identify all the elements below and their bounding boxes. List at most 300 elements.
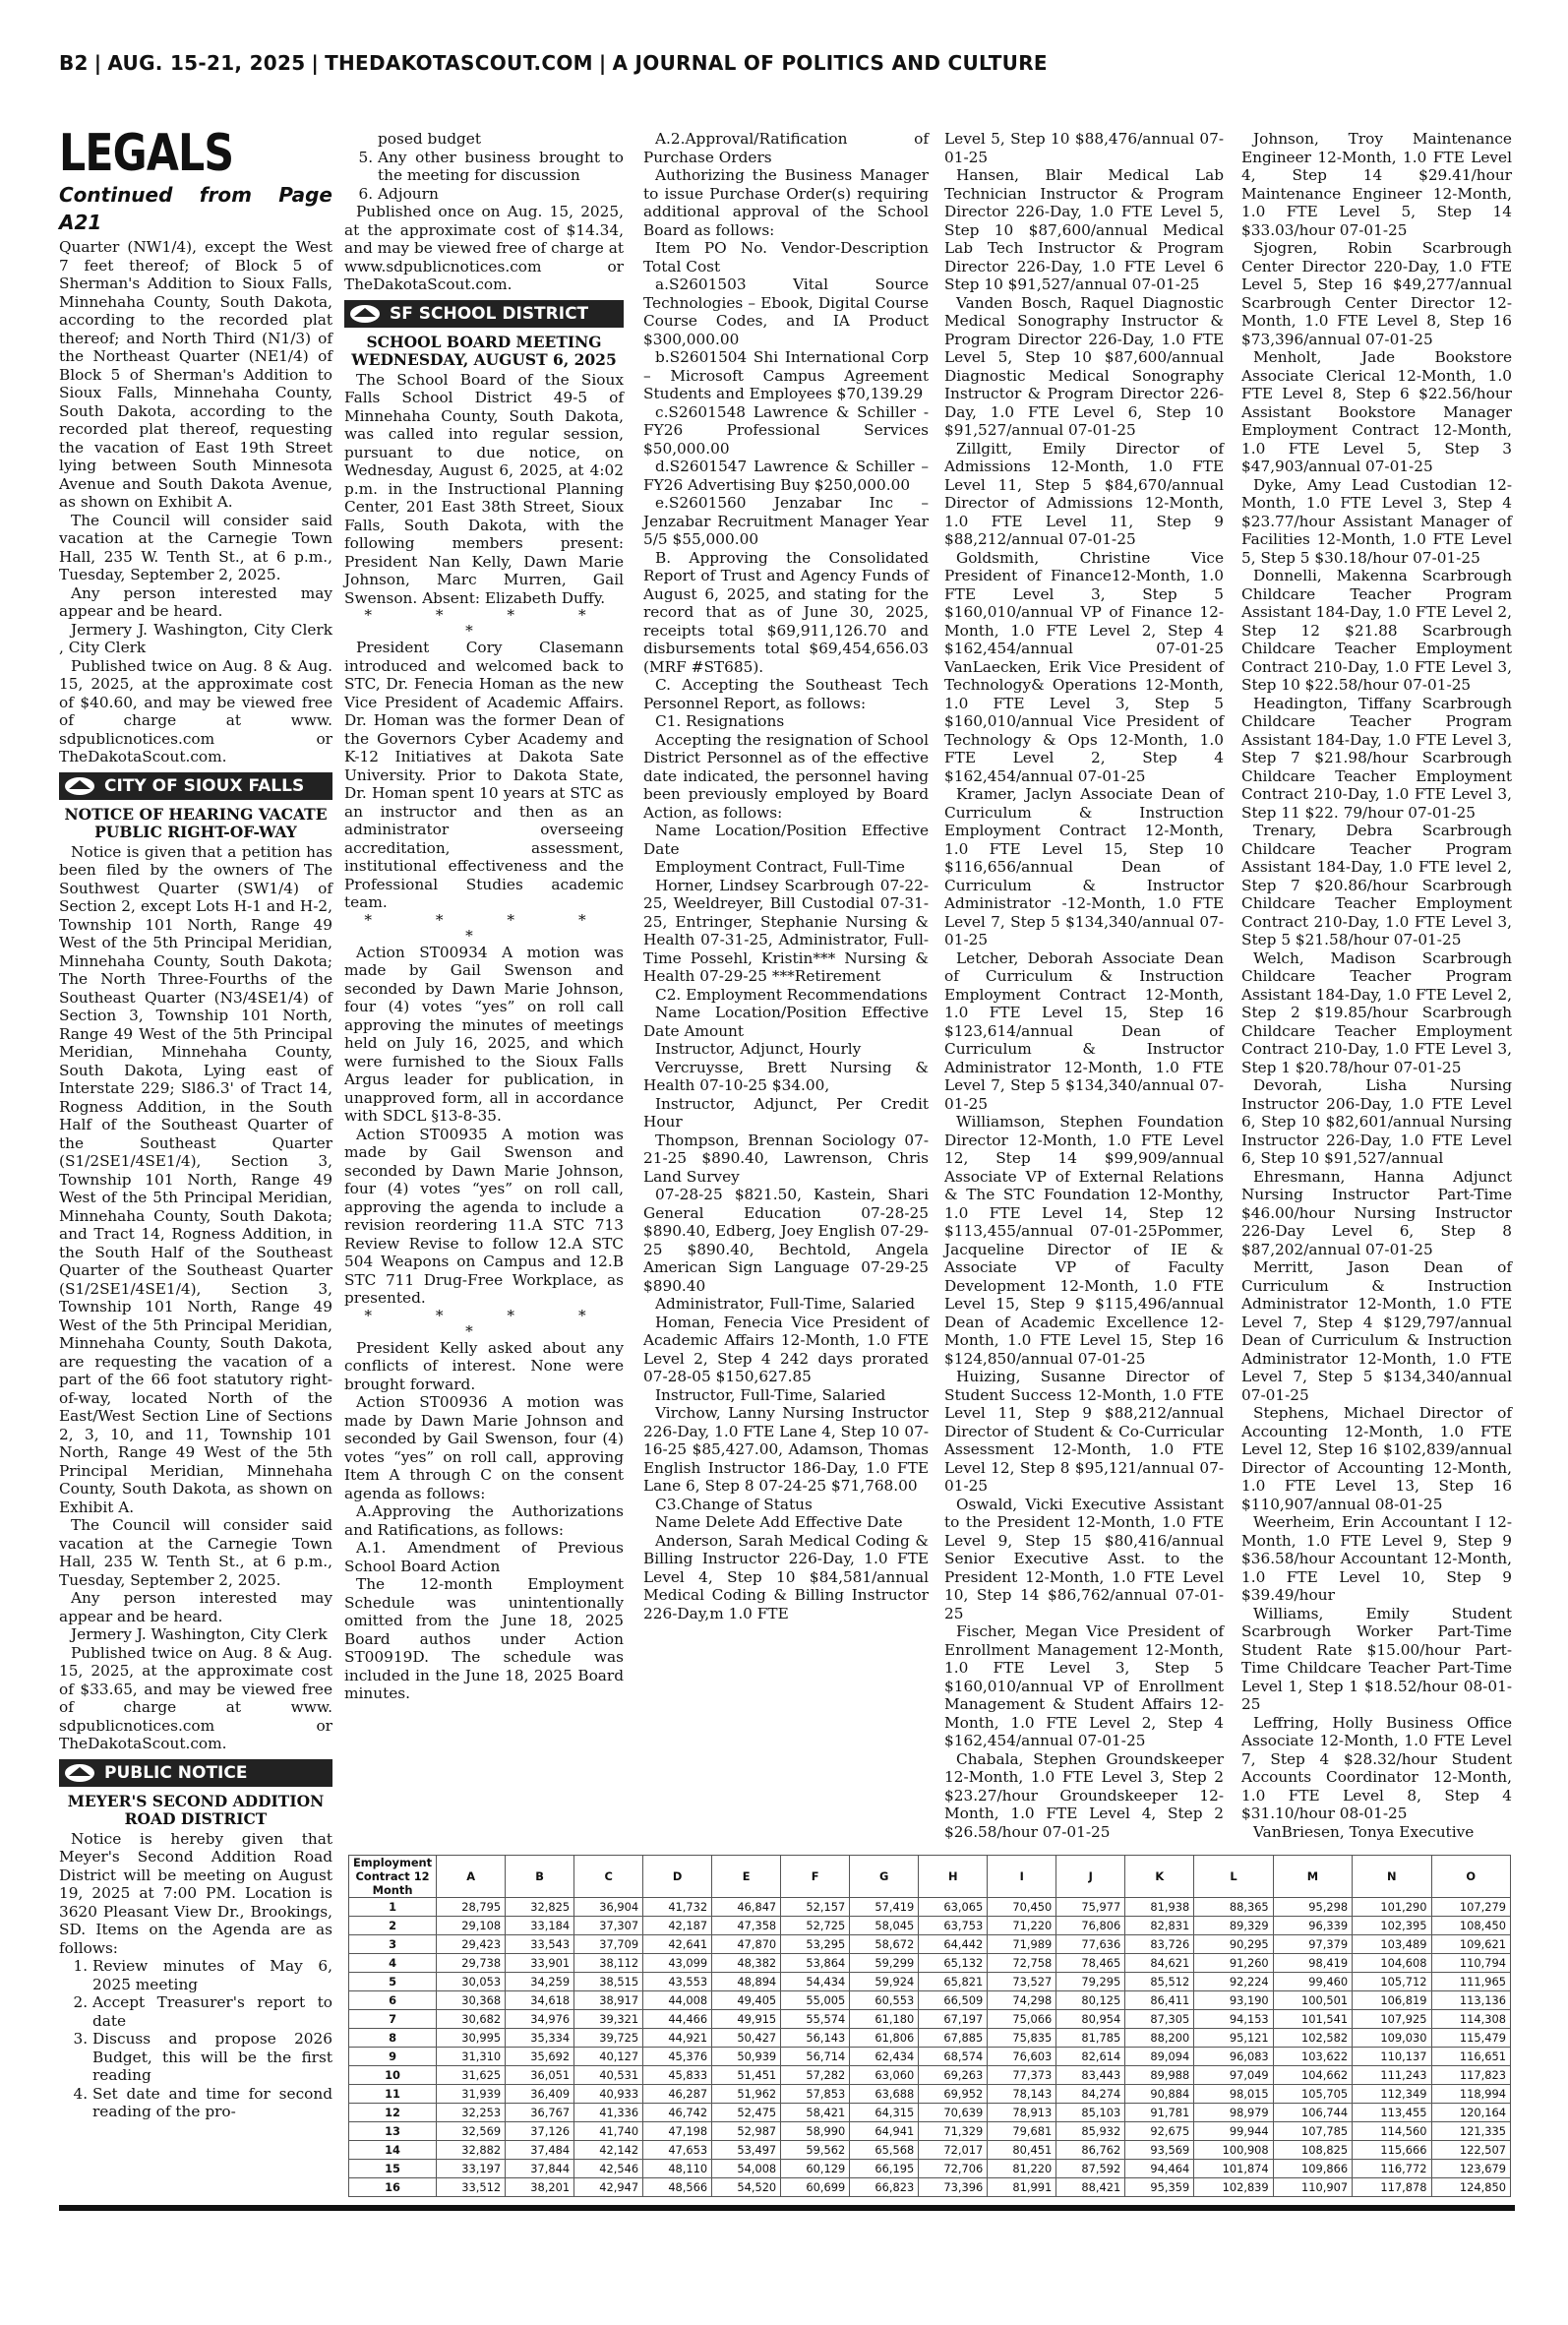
table-cell: 37,484 (506, 2141, 574, 2160)
table-cell: 96,339 (1273, 1917, 1352, 1935)
paragraph: The 12-month Employment Schedule was unintentionally omitted from the June 18, 2025 Board authos under Action ST00919D. The schedule was included in the June 18, 2025 Board minutes. (344, 1575, 624, 1702)
paragraph: Accepting the resignation of School District Personnel as of the effective date indicated, the personnel having been previously employed by Board Action, as follows: (643, 730, 929, 822)
table-cell: 79,295 (1056, 1973, 1125, 1991)
table-cell: 77,373 (988, 2066, 1056, 2085)
scout-logo-icon (63, 1762, 96, 1784)
table-cell: 42,947 (574, 2178, 643, 2197)
paragraph: Donnelli, Makenna Scarbrough Childcare Teacher Program Assistant 184-Day, 1.0 FTE Level 2, Step 12 $21.88 Scarbrough Childcare Teacher Employment Contract 210-Day, 1.0 FTE Level 3, Step 10 $22.58/hour 07-01-25 (1241, 567, 1512, 694)
step-cell: 4 (349, 1954, 437, 1973)
step-cell: 11 (349, 2085, 437, 2104)
table-cell: 49,405 (712, 1991, 781, 2010)
table-cell: 66,509 (919, 1991, 988, 2010)
paragraph: President Cory Clasemann introduced and welcomed back to STC, Dr. Fenecia Homan as the new Vice President of Academic Affairs. Dr. Homan was the former Dean of the Governors Cyber Academy and K-12 Initiatives at Dakota Sate University. Prior to Dakota State, Dr. Homan spent 10 years at STC as an instructor and then as an administrator overseeing accreditation, assessment, institutional effectiveness and the Professional Studies academic team. (344, 639, 624, 911)
paragraph: Horner, Lindsey Scarbrough 07-22-25, Weeldreyer, Bill Custodial 07-31-25, Entringer, Stephanie Nursing & Health 07-31-25, Administrator, Full-Time Possehl, Kristin*** Nursing & Health 07-29-25 ***Retirement (643, 876, 929, 985)
paragraph: Headington, Tiffany Scarbrough Childcare Teacher Program Assistant 184-Day, 1.0 FTE Level 3, Step 7 $21.98/hour Scarbrough Childcare Teacher Employment Contract 210-Day, 1.0 FTE Level 3, Step 11 $22. 79/hour 07-01-25 (1241, 694, 1512, 822)
paragraph: Goldsmith, Christine Vice President of Finance12-Month, 1.0 FTE Level 3, Step 5 $160,010/annual VP of Finance 12-Month, 1.0 FTE Level 2, Step 4 $162,454/annual 07-01-25 VanLaecken, Erik Vice President of Technology& Operations 12-Month, 1.0 FTE Level 3, Step 5 $160,010/annual Vice President of Technology & Ops 12-Month, 1.0 FTE Level 2, Step 4 $162,454/annual 07-01-25 (944, 548, 1224, 785)
table-cell: 102,395 (1353, 1917, 1431, 1935)
table-cell: 38,515 (574, 1973, 643, 1991)
table-cell: 81,938 (1125, 1898, 1194, 1917)
paragraph: Employment Contract, Full-Time (655, 858, 905, 876)
agenda-continued: posed budget (378, 130, 481, 148)
table-cell: 37,307 (574, 1917, 643, 1935)
step-cell: 6 (349, 1991, 437, 2010)
table-cell: 97,379 (1273, 1935, 1352, 1954)
table-cell: 92,675 (1125, 2122, 1194, 2141)
table-cell: 45,376 (643, 2048, 712, 2066)
table-cell: 86,411 (1125, 1991, 1194, 2010)
table-cell: 57,853 (781, 2085, 850, 2104)
table-cell: 85,932 (1056, 2122, 1125, 2141)
table-cell: 89,329 (1194, 1917, 1273, 1935)
table-cell: 102,582 (1273, 2029, 1352, 2048)
table-cell: 84,621 (1125, 1954, 1194, 1973)
table-cell: 95,359 (1125, 2178, 1194, 2197)
banner-label: PUBLIC NOTICE (104, 1762, 248, 1783)
paragraph: B. Approving the Consolidated Report of Trust and Agency Funds of August 6, 2025, and stating for the record that as of June 30, 2025, receipts total $69,911,126.70 and disbursements total $69,454,656.03 (MRF #ST685). (643, 548, 929, 676)
table-cell: 32,825 (506, 1898, 574, 1917)
column-header: B (506, 1856, 574, 1898)
paragraph: Menholt, Jade Bookstore Associate Clerical 12-Month, 1.0 FTE Level 8, Step 6 $22.56/hour Assistant Bookstore Manager Employment Contract 12-Month, 1.0 FTE Level 5, Step 3 $47,903/annual 07-01-25 (1241, 348, 1512, 475)
table-cell: 97,049 (1194, 2066, 1273, 2085)
table-cell: 80,451 (988, 2141, 1056, 2160)
table-cell: 50,939 (712, 2048, 781, 2066)
table-cell: 54,434 (781, 1973, 850, 1991)
table-cell: 116,651 (1431, 2048, 1511, 2066)
table-cell: 52,475 (712, 2104, 781, 2122)
table-cell: 32,569 (437, 2122, 506, 2141)
table-cell: 37,709 (574, 1935, 643, 1954)
section-banner (344, 300, 624, 328)
bottom-rule (59, 2205, 1515, 2211)
table-cell: 65,568 (850, 2141, 919, 2160)
table-cell: 65,821 (919, 1973, 988, 1991)
paragraph: Chabala, Stephen Groundskeeper 12-Month, 1.0 FTE Level 3, Step 2 $23.27/hour Groundskeeper 12-Month, 1.0 FTE Level 4, Step 2 $26.58/hour 07-01-25 (944, 1749, 1224, 1841)
table-cell: 116,772 (1353, 2160, 1431, 2178)
table-cell: 61,180 (850, 2010, 919, 2029)
table-cell: 53,497 (712, 2141, 781, 2160)
table-cell: 79,681 (988, 2122, 1056, 2141)
paragraph: Jermery J. Washington, City Clerk (71, 1625, 328, 1643)
table-row (349, 2141, 1511, 2160)
paragraph: Notice is given that a petition has been filed by the owners of The Southwest Quarter (SW1/4) of Section 2, except Lots H-1 and H-2, Township 101 North, Range 49 West of the 5th Principal Meridian, Minnehaha County, South Dakota; The North Three-Fourths of the Southeast Quarter (N3/4SE1/4) of Section 3, Township 101 North, Range 49 West of the 5th Principal Meridian, Minnehaha County, South Dakota, Lying east of Interstate 229; Sl86.3' of Tract 14, Rogness Addition, in the South Half of the Southeast Quarter of the Southeast Quarter (S1/2SE1/4SE1/4), Section 3, Township 101 North, Range 49 West of the 5th Principal Meridian, Minnehaha County, South Dakota; and Tract 14, Rogness Addition, in the South Half of the Southeast Quarter of the Southeast Quarter (S1/2SE1/4SE1/4), Section 3, Township 101 North, Range 49 West of the 5th Principal Meridian, Minnehaha County, South Dakota, are requesting the vacation of a part of the 66 foot statutory right-of-way, located North of the East/West Section Line of Sections 2, 3, 10, and 11, Township 101 North, Range 49 West of the 5th Principal Meridian, Minnehaha County, South Dakota, as shown on Exhibit A. (59, 842, 332, 1516)
table-cell: 110,907 (1273, 2178, 1352, 2197)
table-cell: 108,450 (1431, 1917, 1511, 1935)
table-cell: 71,329 (919, 2122, 988, 2141)
paragraph: A.1. Amendment of Previous School Board Action (344, 1539, 624, 1575)
paragraph: Name Delete Add Effective Date (655, 1513, 903, 1531)
paragraph: Published once on Aug. 15, 2025, at the approximate cost of $14.34, and may be viewed free of charge at www.sdpublicnotices.com or TheDakotaScout.com. (344, 203, 624, 293)
table-cell: 69,263 (919, 2066, 988, 2085)
site-link[interactable]: THEDAKOTASCOUT.COM (325, 51, 593, 75)
table-cell: 83,443 (1056, 2066, 1125, 2085)
table-cell: 101,290 (1353, 1898, 1431, 1917)
table-row (349, 2104, 1511, 2122)
table-cell: 31,310 (437, 2048, 506, 2066)
table-cell: 66,195 (850, 2160, 919, 2178)
table-cell: 58,672 (850, 1935, 919, 1954)
table-cell: 71,220 (988, 1917, 1056, 1935)
table-row (349, 1973, 1511, 1991)
agenda-item: 2. Accept Treasurer's report to date (92, 1993, 332, 2030)
paragraph: C1. Resignations (655, 712, 785, 730)
table-cell: 94,153 (1194, 2010, 1273, 2029)
table-cell: 56,714 (781, 2048, 850, 2066)
table-cell: 34,259 (506, 1973, 574, 1991)
table-cell: 38,201 (506, 2178, 574, 2197)
table-cell: 52,725 (781, 1917, 850, 1935)
table-cell: 99,460 (1273, 1973, 1352, 1991)
scout-logo-icon (348, 303, 382, 325)
table-cell: 30,053 (437, 1973, 506, 1991)
paragraph: Any person interested may appear and be heard. (59, 583, 332, 620)
paragraph: Leffring, Holly Business Office Associate 12-Month, 1.0 FTE Level 7, Step 4 $28.32/hour Student Accounts Coordinator 12-Month, 1.0 FTE Level 8, Step 4 $31.10/hour 08-01-25 (1241, 1713, 1512, 1822)
paragraph: Weerheim, Erin Accountant I 12-Month, 1.0 FTE Level 9, Step 9 $36.58/hour Accountant 12-Month, 1.0 FTE Level 10, Step 9 $39.49/hour (1241, 1513, 1512, 1604)
table-cell: 36,051 (506, 2066, 574, 2085)
paragraph: VanBriesen, Tonya Executive (1253, 1822, 1475, 1841)
paragraph: C3.Change of Status (655, 1495, 813, 1513)
column-header: L (1194, 1856, 1273, 1898)
table-cell: 44,466 (643, 2010, 712, 2029)
table-cell: 63,065 (919, 1898, 988, 1917)
table-cell: 117,878 (1353, 2178, 1431, 2197)
table-cell: 107,279 (1431, 1898, 1511, 1917)
table-cell: 64,442 (919, 1935, 988, 1954)
table-cell: 59,562 (781, 2141, 850, 2160)
table-cell: 112,349 (1353, 2085, 1431, 2104)
table-cell: 100,501 (1273, 1991, 1352, 2010)
paragraph: Hansen, Blair Medical Lab Technician Instructor & Program Director 226-Day, 1.0 FTE Level 5, Step 10 $87,600/annual Medical Lab Tech Instructor & Program Director 226-Day, 1.0 FTE Level 6 Step 10 $91,527/annual 07-01-25 (944, 166, 1224, 293)
column-4 (944, 130, 1224, 1848)
paragraph: Quarter (NW1/4), except the West 7 feet thereof; of Block 5 of Sherman's Addition to Sioux Falls, Minnehaha County, South Dakota, according to the recorded plat thereof; and North Third (N1/3) of the Northeast Quarter (NE1/4) of Block 5 of Sherman's Addition to Sioux Falls, Minnehaha County, South Dakota, according to the recorded plat thereof, requesting the vacation of East 19th Street lying between South Minnesota Avenue and South Dakota Avenue, as shown on Exhibit A. (59, 238, 332, 511)
table-cell: 46,847 (712, 1898, 781, 1917)
table-corner-label: Employment Contract 12 Month (349, 1856, 437, 1898)
table-cell: 62,434 (850, 2048, 919, 2066)
table-cell: 86,762 (1056, 2141, 1125, 2160)
table-cell: 74,298 (988, 1991, 1056, 2010)
table-cell: 102,839 (1194, 2178, 1273, 2197)
agenda-item: 6. Adjourn (378, 185, 624, 204)
table-cell: 67,197 (919, 2010, 988, 2029)
table-cell: 78,913 (988, 2104, 1056, 2122)
table-cell: 76,603 (988, 2048, 1056, 2066)
paragraph: Anderson, Sarah Medical Coding & Billing Instructor 226-Day, 1.0 FTE Level 4, Step 10 $84,581/annual Medical Coding & Billing Instructor 226-Day,m 1.0 FTE (643, 1531, 929, 1622)
paragraph: Sjogren, Robin Scarbrough Center Director 220-Day, 1.0 FTE Level 5, Step 16 $49,277/annual Scarbrough Center Director 12-Month, 1.0 FTE Level 8, Step 16 $73,396/annual 07-01-25 (1241, 239, 1512, 348)
agenda-list (59, 1957, 332, 2121)
table-cell: 52,987 (712, 2122, 781, 2141)
section-banner (59, 772, 332, 800)
table-cell: 63,688 (850, 2085, 919, 2104)
table-body (349, 1898, 1511, 2197)
step-cell: 8 (349, 2029, 437, 2048)
step-cell: 3 (349, 1935, 437, 1954)
table-cell: 90,884 (1125, 2085, 1194, 2104)
table-cell: 108,825 (1273, 2141, 1352, 2160)
table-cell: 121,335 (1431, 2122, 1511, 2141)
table-cell: 69,952 (919, 2085, 988, 2104)
paragraph: Jermery J. Washington, City Clerk , City Clerk (59, 620, 332, 656)
table-cell: 92,224 (1194, 1973, 1273, 1991)
table-cell: 81,220 (988, 2160, 1056, 2178)
table-cell: 103,622 (1273, 2048, 1352, 2066)
table-cell: 95,121 (1194, 2029, 1273, 2048)
table-cell: 81,785 (1056, 2029, 1125, 2048)
table-row (349, 2010, 1511, 2029)
table-cell: 83,726 (1125, 1935, 1194, 1954)
table-cell: 36,904 (574, 1898, 643, 1917)
column-5 (1241, 130, 1512, 1848)
table-cell: 111,243 (1353, 2066, 1431, 2085)
table-cell: 40,933 (574, 2085, 643, 2104)
table-cell: 78,143 (988, 2085, 1056, 2104)
column-header: K (1125, 1856, 1194, 1898)
table-cell: 103,489 (1353, 1935, 1431, 1954)
table-cell: 48,894 (712, 1973, 781, 1991)
table-cell: 41,336 (574, 2104, 643, 2122)
table-cell: 118,994 (1431, 2085, 1511, 2104)
table-cell: 38,112 (574, 1954, 643, 1973)
table-cell: 40,531 (574, 2066, 643, 2085)
table-cell: 47,870 (712, 1935, 781, 1954)
paragraph: Published twice on Aug. 8 & Aug. 15, 2025, at the approximate cost of $33.65, and may be viewed free of charge at www. sdpublicnotices.com or TheDakotaScout.com. (59, 1643, 332, 1752)
paragraph: The Council will consider said vacation at the Carnegie Town Hall, 235 W. Tenth St., at 6 p.m., Tuesday, September 2, 2025. (59, 1516, 332, 1589)
table-cell: 64,941 (850, 2122, 919, 2141)
table-cell: 42,187 (643, 1917, 712, 1935)
table-cell: 39,321 (574, 2010, 643, 2029)
paragraph: Authorizing the Business Manager to issue Purchase Order(s) requiring additional approval of the School Board as follows: (643, 166, 929, 239)
step-cell: 7 (349, 2010, 437, 2029)
table-cell: 67,885 (919, 2029, 988, 2048)
table-cell: 35,334 (506, 2029, 574, 2048)
table-cell: 123,679 (1431, 2160, 1511, 2178)
table-cell: 120,164 (1431, 2104, 1511, 2122)
table-cell: 34,976 (506, 2010, 574, 2029)
table-cell: 55,574 (781, 2010, 850, 2029)
table-cell: 72,758 (988, 1954, 1056, 1973)
table-cell: 89,094 (1125, 2048, 1194, 2066)
paragraph: Notice is hereby given that Meyer's Second Addition Road District will be meeting on August 19, 2025 at 7:00 PM. Location is 3620 Pleasant View Dr., Brookings, SD. Items on the Agenda are as follows: (59, 1829, 332, 1957)
table-row (349, 1935, 1511, 1954)
table-cell: 109,621 (1431, 1935, 1511, 1954)
column-header: O (1431, 1856, 1511, 1898)
separator-stars: * * * * * (364, 910, 616, 945)
section-banner (59, 1759, 332, 1787)
paragraph: The Council will consider said vacation at the Carnegie Town Hall, 235 W. Tenth St., at 6 p.m., Tuesday, September 2, 2025. (59, 511, 332, 583)
agenda-item: 4. Set date and time for second reading of the pro- (92, 2085, 332, 2121)
table-cell: 80,125 (1056, 1991, 1125, 2010)
table-cell: 96,083 (1194, 2048, 1273, 2066)
table-cell: 106,744 (1273, 2104, 1352, 2122)
salary-schedule-table (348, 1855, 1511, 2197)
table-cell: 110,137 (1353, 2048, 1431, 2066)
page-number: B2 (59, 51, 89, 75)
table-cell: 48,382 (712, 1954, 781, 1973)
table-cell: 28,795 (437, 1898, 506, 1917)
paragraph: Letcher, Deborah Associate Dean of Curriculum & Instruction Employment Contract 12-Month, 1.0 FTE Level 15, Step 16 $123,614/annual Dean of Curriculum & Instructor Administrator 12-Month, 1.0 FTE Level 7, Step 5 $134,340/annual 07-01-25 (944, 948, 1224, 1113)
table-cell: 106,819 (1353, 1991, 1431, 2010)
paragraph: Williamson, Stephen Foundation Director 12-Month, 1.0 FTE Level 12, Step 14 $99,909/annual Associate VP of External Relations & The STC Foundation 12-Monthy, 1.0 FTE Level 14, Step 12 $113,455/annual 07-01-25Pommer, Jacqueline Director of IE & Associate VP of Faculty Development 12-Month, 1.0 FTE Level 15, Step 9 $115,496/annual Dean of Academic Excellence 12-Month, 1.0 FTE Level 15, Step 16 $124,850/annual 07-01-25 (944, 1113, 1224, 1368)
column-header: C (574, 1856, 643, 1898)
table-cell: 73,527 (988, 1973, 1056, 1991)
table-cell: 63,753 (919, 1917, 988, 1935)
paragraph: Stephens, Michael Director of Accounting 12-Month, 1.0 FTE Level 12, Step 16 $102,839/annual Director of Accounting 12-Month, 1.0 FTE Level 13, Step 16 $110,907/annual 08-01-25 (1241, 1404, 1512, 1513)
column-header: J (1056, 1856, 1125, 1898)
paragraph: Action ST00935 A motion was made by Gail Swenson and seconded by Dawn Marie Johnson, four (4) votes “yes” on roll call, approving the agenda to include a revision reordering 11.A STC 713 Review Revise to follow 12.A STC 504 Weapons on Campus and 12.B STC 711 Drug-Free Workplace, as presented. (344, 1125, 624, 1307)
table-cell: 59,924 (850, 1973, 919, 1991)
table-cell: 37,126 (506, 2122, 574, 2141)
notice-heading: NOTICE OF HEARING VACATE PUBLIC RIGHT-OF-WAY (64, 804, 328, 841)
table-cell: 58,421 (781, 2104, 850, 2122)
column-header: E (712, 1856, 781, 1898)
table-cell: 33,512 (437, 2178, 506, 2197)
paragraph: Vercruysse, Brett Nursing & Health 07-10-25 $34.00, (643, 1058, 929, 1094)
paragraph: Zillgitt, Emily Director of Admissions 12-Month, 1.0 FTE Level 11, Step 5 $84,670/annual Director of Admissions 12-Month, 1.0 FTE Level 11, Step 9 $88,212/annual 07-01-25 (944, 439, 1224, 548)
agenda-item: 3. Discuss and propose 2026 Budget, this will be the first reading (92, 2030, 332, 2085)
table-cell: 59,299 (850, 1954, 919, 1973)
step-cell: 5 (349, 1973, 437, 1991)
table-cell: 109,030 (1353, 2029, 1431, 2048)
paragraph: Administrator, Full-Time, Salaried (655, 1295, 916, 1313)
table-cell: 73,396 (919, 2178, 988, 2197)
table-cell: 33,901 (506, 1954, 574, 1973)
scout-logo-icon (63, 775, 96, 797)
continued-note: Continued from Page A21 (59, 183, 332, 234)
paragraph: Action ST00934 A motion was made by Gail Swenson and seconded by Dawn Marie Johnson, four (4) votes “yes” on roll call approving the minutes of meetings held on July 16, 2025, and which were furnished to the Sioux Falls Argus leader for publication, in unapproved form, all in accordance with SDCL §13-8-35. (344, 943, 624, 1125)
table-cell: 42,142 (574, 2141, 643, 2160)
table-cell: 107,925 (1353, 2010, 1431, 2029)
column-header: G (850, 1856, 919, 1898)
table-cell: 95,298 (1273, 1898, 1352, 1917)
table-cell: 71,989 (988, 1935, 1056, 1954)
table-cell: 65,132 (919, 1954, 988, 1973)
paragraph: Homan, Fenecia Vice President of Academic Affairs 12-Month, 1.0 FTE Level 2, Step 4 242 days prorated 07-28-05 $150,627.85 (643, 1313, 929, 1385)
table-cell: 84,274 (1056, 2085, 1125, 2104)
table-cell: 45,833 (643, 2066, 712, 2085)
table-cell: 61,806 (850, 2029, 919, 2048)
table-cell: 78,465 (1056, 1954, 1125, 1973)
paragraph: Fischer, Megan Vice President of Enrollment Management 12-Month, 1.0 FTE Level 3, Step 5 $160,010/annual VP of Enrollment Management & Student Affairs 12-Month, 1.0 FTE Level 2, Step 4 $162,454/annual 07-01-25 (944, 1622, 1224, 1749)
paragraph: Johnson, Troy Maintenance Engineer 12-Month, 1.0 FTE Level 4, Step 14 $29.41/hour Maintenance Engineer 12-Month, 1.0 FTE Level 5, Step 14 $33.03/hour 07-01-25 (1241, 130, 1512, 239)
table-cell: 29,423 (437, 1935, 506, 1954)
table-cell: 42,641 (643, 1935, 712, 1954)
paragraph: C2. Employment Recommendations (655, 985, 928, 1004)
table-cell: 30,682 (437, 2010, 506, 2029)
table-cell: 98,015 (1194, 2085, 1273, 2104)
table-cell: 98,419 (1273, 1954, 1352, 1973)
table-cell: 113,455 (1353, 2104, 1431, 2122)
table-cell: 47,358 (712, 1917, 781, 1935)
table-row (349, 2160, 1511, 2178)
paragraph: Level 5, Step 10 $88,476/annual 07-01-25 (944, 130, 1224, 166)
table-row (349, 2178, 1511, 2197)
paragraph: Instructor, Adjunct, Per Credit Hour (643, 1094, 929, 1131)
table-cell: 114,560 (1353, 2122, 1431, 2141)
agenda-item: 5. Any other business brought to the meeting for discussion (378, 149, 624, 185)
table-cell: 29,108 (437, 1917, 506, 1935)
paragraph: Devorah, Lisha Nursing Instructor 206-Day, 1.0 FTE Level 6, Step 10 $82,601/annual Nursing Instructor 226-Day, 1.0 FTE Level 6, Step 10 $91,527/annual (1241, 1076, 1512, 1167)
table-cell: 32,882 (437, 2141, 506, 2160)
paragraph: Instructor, Full-Time, Salaried (655, 1385, 886, 1404)
table-cell: 38,917 (574, 1991, 643, 2010)
paragraph: A.2.Approval/Ratification of Purchase Orders (643, 130, 929, 166)
table-cell: 93,569 (1125, 2141, 1194, 2160)
paragraph: c.S2601548 Lawrence & Schiller -FY26 Professional Services $50,000.00 (643, 402, 929, 458)
column-header: H (919, 1856, 988, 1898)
paragraph: Action ST00936 A motion was made by Dawn Marie Johnson and seconded by Gail Swenson, four (4) votes “yes” on roll call, approving Item A through C on the consent agenda as follows: (344, 1393, 624, 1502)
table-row (349, 2066, 1511, 2085)
table-cell: 99,944 (1194, 2122, 1273, 2141)
paragraph: Thompson, Brennan Sociology 07-21-25 $890.40, Lawrenson, Chris Land Survey (643, 1131, 929, 1186)
paragraph: Oswald, Vicki Executive Assistant to the President 12-Month, 1.0 FTE Level 9, Step 15 $80,416/annual Senior Executive Asst. to the President 12-Month, 1.0 FTE Level 10, Step 14 $86,762/annual 07-01-25 (944, 1495, 1224, 1622)
table-cell: 57,419 (850, 1898, 919, 1917)
paragraph: Virchow, Lanny Nursing Instructor 226-Day, 1.0 FTE Lane 4, Step 10 07-16-25 $85,427.00, Adamson, Thomas English Instructor 186-Day, 1.0 FTE Lane 6, Step 8 07-24-25 $71,768.00 (643, 1404, 929, 1495)
table-cell: 111,965 (1431, 1973, 1511, 1991)
column-3 (643, 130, 929, 1848)
table-cell: 76,806 (1056, 1917, 1125, 1935)
table-row (349, 1898, 1511, 1917)
step-cell: 9 (349, 2048, 437, 2066)
banner-label: SF SCHOOL DISTRICT (390, 303, 589, 324)
table-cell: 104,608 (1353, 1954, 1431, 1973)
paragraph: Trenary, Debra Scarbrough Childcare Teacher Program Assistant 184-Day, 1.0 FTE level 2, Step 7 $20.86/hour Scarbrough Childcare Teacher Employment Contract 210-Day, 1.0 FTE Level 3, Step 5 $21.58/hour 07-01-25 (1241, 822, 1512, 948)
tagline: A JOURNAL OF POLITICS AND CULTURE (612, 51, 1048, 75)
step-cell: 10 (349, 2066, 437, 2085)
step-cell: 14 (349, 2141, 437, 2160)
table-cell: 55,005 (781, 1991, 850, 2010)
separator-stars: * * * * * (364, 1306, 616, 1340)
table-cell: 53,295 (781, 1935, 850, 1954)
table-cell: 70,639 (919, 2104, 988, 2122)
table-cell: 113,136 (1431, 1991, 1511, 2010)
table-row (349, 2029, 1511, 2048)
table-cell: 41,740 (574, 2122, 643, 2141)
table-cell: 105,712 (1353, 1973, 1431, 1991)
table-cell: 29,738 (437, 1954, 506, 1973)
table-cell: 47,653 (643, 2141, 712, 2160)
column-2 (344, 130, 624, 1848)
table-cell: 48,110 (643, 2160, 712, 2178)
paragraph: President Kelly asked about any conflicts of interest. None were brought forward. (344, 1338, 624, 1393)
column-header: F (781, 1856, 850, 1898)
table-cell: 48,566 (643, 2178, 712, 2197)
paragraph: a.S2601503 Vital Source Technologies – Ebook, Digital Course Course Codes, and IA Product $300,000.00 (643, 275, 929, 348)
table-cell: 60,129 (781, 2160, 850, 2178)
table-cell: 49,915 (712, 2010, 781, 2029)
table-cell: 46,742 (643, 2104, 712, 2122)
table-cell: 81,991 (988, 2178, 1056, 2197)
table-cell: 56,143 (781, 2029, 850, 2048)
paragraph: Name Location/Position Effective Date Amount (643, 1004, 929, 1040)
table-cell: 100,908 (1194, 2141, 1273, 2160)
agenda-item: 1. Review minutes of May 6, 2025 meeting (92, 1957, 332, 1993)
table-cell: 85,103 (1056, 2104, 1125, 2122)
table-cell: 70,450 (988, 1898, 1056, 1917)
paragraph: Huizing, Susanne Director of Student Success 12-Month, 1.0 FTE Level 11, Step 9 $88,212/annual Director of Student & Co-Curricular Assessment 12-Month, 1.0 FTE Level 12, Step 8 $95,121/annual 07-01-25 (944, 1368, 1224, 1495)
table-cell: 68,574 (919, 2048, 988, 2066)
table-cell: 107,785 (1273, 2122, 1352, 2141)
table-cell: 115,666 (1353, 2141, 1431, 2160)
table-cell: 44,921 (643, 2029, 712, 2048)
column-header: D (643, 1856, 712, 1898)
paragraph: Published twice on Aug. 8 & Aug. 15, 2025, at the approximate cost of $40.60, and may be viewed free of charge at www. sdpublicnotices.com or TheDakotaScout.com. (59, 656, 332, 765)
column-header: I (988, 1856, 1056, 1898)
table-cell: 30,995 (437, 2029, 506, 2048)
column-header: A (437, 1856, 506, 1898)
paragraph: Vanden Bosch, Raquel Diagnostic Medical Sonography Instructor & Program Director 226-Day, 1.0 FTE Level 5, Step 10 $87,600/annual Diagnostic Medical Sonography Instructor & Program Director 226-Day, 1.0 FTE Level 6, Step 10 $91,527/annual 07-01-25 (944, 293, 1224, 439)
table-cell: 33,184 (506, 1917, 574, 1935)
table-cell: 36,409 (506, 2085, 574, 2104)
table-cell: 75,835 (988, 2029, 1056, 2048)
table-cell: 101,541 (1273, 2010, 1352, 2029)
